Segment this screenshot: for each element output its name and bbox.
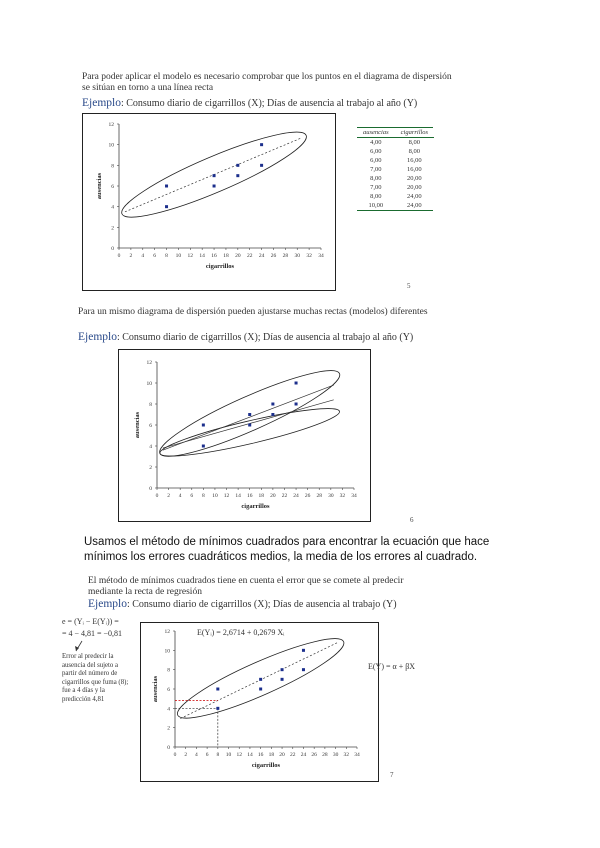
x-tick-label: 30 (332, 752, 339, 758)
data-point (202, 445, 205, 448)
x-tick-label: 14 (235, 493, 241, 499)
x-tick-label: 30 (328, 493, 334, 499)
x-tick-label: 14 (247, 752, 253, 758)
slide2-scatter-chart (119, 350, 370, 521)
x-axis-label: cigarrillos (205, 263, 235, 270)
x-tick-label: 0 (117, 253, 121, 259)
error-equation-line2: = 4 − 4,81 = −0,81 (62, 629, 123, 638)
x-tick-label: 6 (205, 752, 209, 758)
table-cell: 16,00 (407, 166, 422, 173)
table-cell: 8,00 (408, 148, 421, 155)
y-tick-label: 0 (167, 745, 170, 751)
data-point (216, 707, 219, 710)
table-row (357, 165, 434, 174)
x-tick-label: 28 (322, 752, 328, 758)
y-tick-label: 12 (108, 122, 114, 128)
error-arrow (60, 615, 150, 655)
x-axis-label: cigarrillos (241, 503, 270, 510)
x-tick-label: 18 (268, 752, 275, 758)
table-cell: 8,00 (408, 139, 421, 146)
x-tick-label: 8 (216, 752, 220, 758)
error-note: Error al predecir la ausencia del sujeto a partir del número de cigarrillos que fuma (8); fue a 4 días y la predicción 4,81 (62, 653, 129, 703)
y-axis-label: ausencias (152, 675, 159, 703)
x-tick-label: 12 (187, 253, 194, 259)
table-header-row (357, 128, 434, 138)
y-tick-label: 6 (167, 687, 170, 693)
data-point (259, 688, 262, 691)
table-cell: 6,00 (370, 157, 382, 164)
slide2-ejemplo-text: : Consumo diario de cigarrillos (X); Días de ausencia al trabajo al año (Y) (116, 332, 414, 343)
x-tick-label: 32 (339, 493, 346, 499)
slide1-number: 5 (407, 282, 411, 290)
slide3-ejemplo-label: Ejemplo (88, 598, 127, 610)
y-tick-label: 8 (111, 163, 114, 170)
regression-equation: E(Yᵢ) = 2,6714 + 0,2679 Xᵢ (197, 628, 285, 637)
slide3-example-heading (88, 598, 508, 610)
x-tick-label: 20 (270, 493, 276, 499)
data-point (213, 185, 216, 188)
data-point (236, 164, 239, 167)
data-point (236, 174, 239, 177)
slide2-intro: Para un mismo diagrama de dispersión pueden ajustarse muchas rectas (modelos) diferentes (78, 307, 428, 317)
data-point (216, 688, 219, 691)
x-tick-label: 12 (236, 752, 242, 758)
table-cell: 4,00 (370, 139, 382, 146)
x-tick-label: 2 (167, 493, 170, 499)
x-tick-label: 20 (235, 253, 241, 259)
slide1-data-table (357, 127, 433, 211)
x-tick-label: 16 (257, 752, 264, 758)
x-tick-label: 34 (354, 752, 360, 758)
y-tick-label: 0 (149, 486, 152, 492)
x-tick-label: 26 (270, 253, 277, 259)
table-row (357, 138, 434, 148)
data-point (281, 678, 284, 681)
body-paragraph: Usamos el método de mínimos cuadrados para encontrar la ecuación que hace mínimos los errores cuadráticos medios, la media de los errores al cuadrado. (84, 536, 490, 563)
x-tick-label: 10 (175, 253, 182, 259)
slide2-chart-frame (118, 349, 371, 522)
slide3-number: 7 (390, 771, 394, 779)
x-axis-label: cigarrillos (251, 762, 281, 769)
data-point (295, 403, 298, 406)
table-header-cigarrillos: cigarrillos (400, 129, 429, 136)
y-tick-label: 2 (167, 725, 170, 732)
x-tick-label: 6 (190, 493, 194, 499)
data-point (281, 668, 284, 671)
table-cell: 8,00 (370, 175, 382, 182)
x-tick-label: 24 (300, 752, 307, 758)
x-tick-label: 22 (246, 253, 253, 259)
data-point (248, 413, 251, 416)
y-tick-label: 10 (108, 142, 114, 149)
data-point (302, 668, 305, 671)
y-tick-label: 4 (111, 204, 114, 211)
x-tick-label: 10 (212, 493, 218, 499)
y-tick-label: 4 (167, 706, 170, 713)
x-tick-label: 10 (225, 752, 232, 758)
x-tick-label: 2 (184, 752, 188, 758)
slide1-example-heading (82, 97, 502, 109)
y-axis-label: ausencias (96, 172, 103, 200)
table-cell: 7,00 (370, 166, 382, 173)
table-row (357, 147, 434, 156)
x-tick-label: 32 (343, 752, 350, 758)
regression-line (163, 385, 334, 450)
y-tick-label: 2 (111, 225, 114, 232)
table-cell: 10,00 (368, 202, 384, 209)
x-tick-label: 8 (201, 493, 205, 499)
x-tick-label: 4 (141, 253, 145, 259)
error-equation-line1: e = (Yᵢ − E(Yᵢ)) = (62, 617, 119, 626)
x-tick-label: 22 (281, 493, 288, 499)
x-tick-label: 18 (223, 253, 229, 259)
table-body (357, 138, 434, 211)
x-tick-label: 18 (258, 493, 265, 499)
table-cell: 6,00 (370, 148, 382, 155)
x-tick-label: 4 (195, 752, 198, 758)
table-cell: 24,00 (407, 193, 422, 200)
table-cell: 7,00 (370, 184, 382, 191)
table-header-ausencias: ausencias (363, 129, 389, 136)
y-tick-label: 10 (164, 648, 170, 655)
y-axis-label: ausencias (134, 411, 141, 439)
data-point (260, 143, 263, 146)
data-point (165, 185, 168, 188)
slide1-intro: Para poder aplicar el modelo es necesario comprobar que los puntos en el diagrama de dispersión se sitúan en torno a una línea recta (82, 72, 452, 93)
table-cell: 16,00 (407, 157, 422, 164)
table-row (357, 174, 434, 183)
x-tick-label: 2 (129, 253, 133, 259)
x-tick-label: 20 (279, 752, 285, 758)
x-tick-label: 24 (258, 253, 265, 259)
x-tick-label: 14 (199, 253, 205, 259)
x-tick-label: 32 (306, 253, 312, 259)
slide2-example-heading (78, 331, 498, 343)
slide3-scatter-chart (141, 623, 378, 781)
data-point (295, 382, 298, 385)
y-tick-label: 12 (146, 360, 152, 366)
data-point (248, 424, 251, 427)
data-point (260, 164, 263, 167)
x-tick-label: 0 (173, 752, 177, 758)
slide2-number: 6 (410, 516, 414, 524)
x-tick-label: 12 (223, 493, 230, 499)
data-point (271, 403, 274, 406)
x-tick-label: 28 (282, 253, 289, 259)
table-cell: 8,00 (370, 193, 382, 200)
y-tick-label: 2 (149, 465, 152, 471)
data-point (202, 424, 205, 427)
slide1-ejemplo-label: Ejemplo (82, 97, 121, 109)
table-row (357, 192, 434, 201)
table-cell: 24,00 (407, 202, 422, 209)
y-tick-label: 10 (146, 381, 152, 387)
y-tick-label: 0 (111, 246, 114, 252)
x-tick-label: 28 (316, 493, 322, 499)
data-point (271, 413, 274, 416)
x-tick-label: 26 (304, 493, 311, 499)
table-row (357, 156, 434, 165)
y-tick-label: 4 (149, 444, 152, 450)
y-tick-label: 8 (167, 667, 170, 674)
table-row (357, 183, 434, 192)
x-tick-label: 22 (290, 752, 296, 758)
slide1-scatter-chart (83, 114, 335, 290)
slide1-ejemplo-text: : Consumo diario de cigarrillos (X); Días de ausencia al trabajo al año (Y) (120, 98, 418, 109)
model-equation: E(Y) = α + βX (368, 662, 416, 671)
slide3-intro: El método de mínimos cuadrados tiene en cuenta el error que se comete al predecir mediante la recta de regresión (88, 576, 404, 597)
x-tick-label: 6 (153, 253, 157, 259)
x-tick-label: 34 (351, 493, 357, 499)
x-tick-label: 16 (211, 253, 217, 259)
y-tick-label: 8 (149, 402, 152, 408)
data-point (259, 678, 262, 681)
x-tick-label: 8 (165, 253, 168, 259)
x-tick-label: 26 (311, 752, 317, 758)
x-tick-label: 34 (318, 253, 324, 259)
x-tick-label: 30 (294, 253, 300, 259)
x-tick-label: 24 (293, 493, 299, 499)
slide3-ejemplo-text: : Consumo diario de cigarrillos (X); Días de ausencia al trabajo (Y) (126, 599, 397, 610)
y-tick-label: 12 (164, 629, 170, 635)
slide3-chart-frame (140, 622, 379, 782)
table-cell: 20,00 (407, 184, 422, 191)
slide2-ejemplo-label: Ejemplo (78, 331, 117, 343)
table-cell: 20,00 (407, 175, 422, 182)
data-point (213, 174, 216, 177)
y-tick-label: 6 (111, 184, 114, 190)
y-tick-label: 6 (149, 423, 152, 429)
data-point (165, 205, 168, 208)
x-tick-label: 16 (246, 493, 253, 499)
x-tick-label: 4 (178, 493, 182, 499)
table-row (357, 201, 434, 210)
data-point (302, 649, 305, 652)
slide1-chart-frame (82, 113, 336, 291)
x-tick-label: 0 (155, 493, 159, 499)
